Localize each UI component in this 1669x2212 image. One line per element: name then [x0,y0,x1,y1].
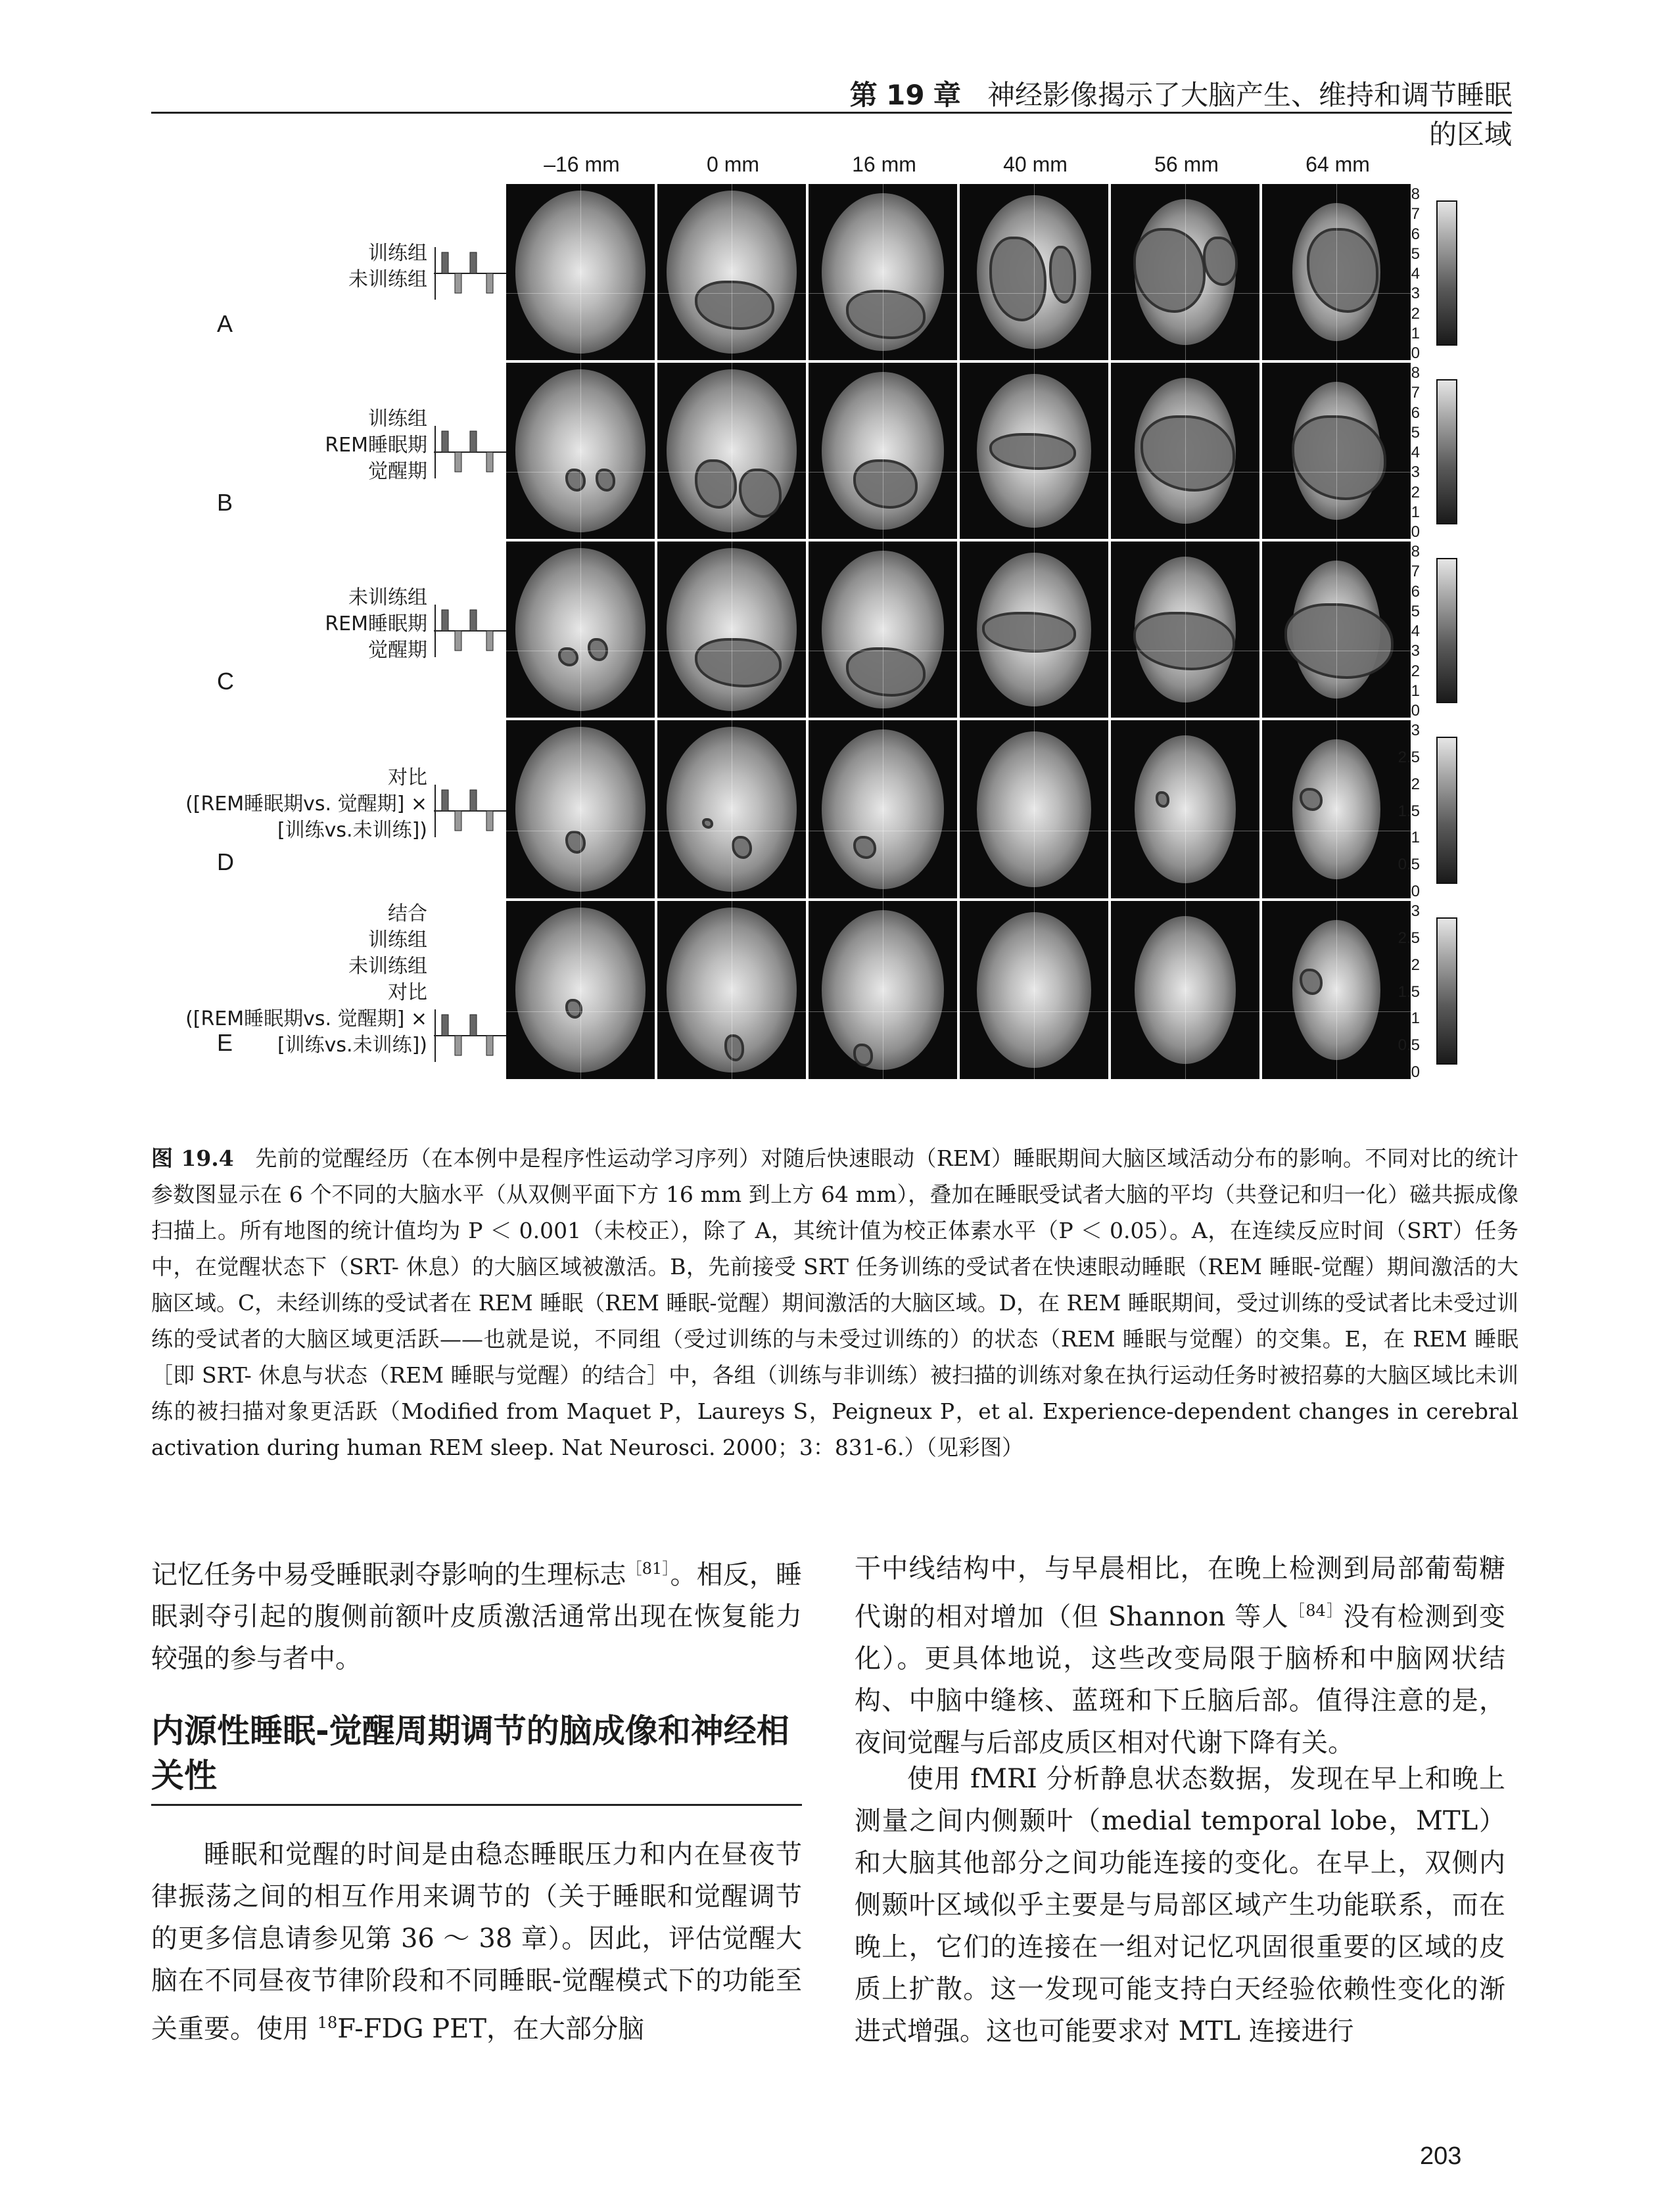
row-label-C: C [217,668,234,695]
colorbar-tick: 2.5 [1398,929,1420,947]
brain-scan-C-2 [809,541,957,718]
brain-scan-B-0 [506,363,655,539]
colorbar-tick: 0 [1411,523,1420,541]
crosshair [1185,541,1186,718]
crosshair [1185,901,1186,1079]
crosshair [1336,363,1337,539]
isotope-superscript: 18 [317,2014,338,2032]
condition-label: 未训练组 [348,268,427,291]
section-title: 内源性睡眠-觉醒周期调节的脑成像和神经相关性 [151,1712,789,1795]
crosshair [506,293,655,294]
crosshair [1034,541,1035,718]
crosshair [580,184,581,360]
colorbar-tick: 1 [1411,1009,1420,1028]
activation-region [1156,791,1170,807]
row-label-E: E [217,1029,233,1056]
crosshair [580,363,581,539]
caption-label: 图 19.4 [151,1145,234,1171]
left-para-1-rest: 。相反，睡眠剥夺引起的腹侧前额叶皮质激活通常出现在恢复能力较强的参与者中。 [151,1559,803,1674]
row-label-A: A [217,310,233,337]
brain-scan-C-0 [506,541,655,718]
condition-label: ([REM睡眠期vs. 觉醒期] × [185,792,427,816]
caption-text: 先前的觉醒经历（在本例中是程序性运动学习序列）对随后快速眼动（REM）睡眠期间大脑区域活动分布的影响。不同对比的统计参数图显示在 6 个不同的大脑水平（从双侧平面下方 16 mm 到上方 64 mm），叠加在睡眠受试者大脑的平均（共登记和归一化）磁共振成像扫描上。所有地图的统计值均为 P ＜ 0.001（未校正），除了 A，其统计值为校正体素水平（P ＜ 0.05）。A，在连续反应时间（SRT）任务中，在觉醒状态下（SRT- 休息）的大脑区域被激活。B，先前接受 SRT 任务训练的受试者在快速眼动睡眠（REM 睡眠-觉醒）期间激活的大脑区域。C，未经训练的受试者在 REM 睡眠（REM 睡眠-觉醒）期间激活的大脑区域。D，在 REM 睡眠期间，受过训练的受试者比未受过训练的受试者的大脑区域更活跃——也就是说，不同组（受过训练的与未受过训练的）的状态（REM 睡眠与觉醒）的交集。E，在 REM 睡眠［即 SRT- 休息与状态（REM 睡眠与觉醒）的结合］中，各组（训练与非训练）被扫描的训练对象在执行运动任务时被招募的大脑区域比未训练的被扫描对象更活跃（Modified from Maquet P，Laureys S，Peigneux P，et al. Experience-dependent changes in cerebral activation during human REM sleep. Nat Neurosci. 2000；3：831-6.）（见彩图） [151,1145,1518,1460]
colorbar-tick: 4 [1411,265,1420,283]
brain-scan-A-4 [1111,184,1259,360]
colorbar-tick: 5 [1411,602,1420,620]
condition-label: 结合 [388,902,427,925]
colorbar-tick: 1.5 [1398,982,1420,1001]
brain-scan-B-3 [960,363,1108,539]
crosshair [960,293,1108,294]
figure-19-4 [151,145,1518,1117]
colorbar-tick: 7 [1411,205,1420,223]
design-matrix-icon [434,785,506,837]
condition-label: 对比 [388,981,427,1004]
brain-scan-A-2 [809,184,957,360]
crosshair [809,293,957,294]
crosshair [580,541,581,718]
colorbar-tick: 2 [1411,775,1420,793]
row-label-D: D [217,848,234,875]
colorbar-tick: 0 [1411,344,1420,362]
row-conditions-E [151,901,427,1059]
colorbar-tick: 8 [1411,543,1420,561]
brain-scan-D-0 [506,720,655,898]
colorbar-tick: 8 [1411,185,1420,203]
condition-label: ([REM睡眠期vs. 觉醒期] × [185,1007,427,1030]
crosshair [1034,184,1035,360]
colorbar-tick: 6 [1411,403,1420,422]
activation-region [853,1044,874,1067]
chapter-suffix: 章 [933,79,961,111]
colorbar-tick: 2 [1411,956,1420,974]
colorbar-tick: 1 [1411,324,1420,342]
crosshair [1185,363,1186,539]
right-column-para-1 [855,1548,1505,1764]
condition-label: [训练vs.未训练]) [277,818,427,842]
condition-label: 未训练组 [348,955,427,978]
colorbar-tick: 3 [1411,642,1420,660]
condition-label: 训练组 [368,242,427,265]
right-column-para-2: 使用 fMRI 分析静息状态数据，发现在早上和晚上测量之间内侧颞叶（medial temporal lobe，MTL）和大脑其他部分之间功能连接的变化。在早上，双侧内侧颞叶区域似乎主要是与局部区域产生功能联系，而在晚上，它们的连接在一组对记忆巩固很重要的区域的皮质上扩散。这一发现可能支持白天经验依赖性变化的渐进式增强。这也可能要求对 MTL 连接进行 [855,1764,1505,2046]
crosshair [1034,720,1035,898]
left-para-1-text: 记忆任务中易受睡眠剥夺影响的生理标志 [151,1559,626,1590]
brain-scan-E-2 [809,901,957,1079]
left-para-2-text: 睡眠和觉醒的时间是由稳态睡眠压力和内在昼夜节律振荡之间的相互作用来调节的（关于睡眠和觉醒调节的更多信息请参见第 36 ～ 38 章）。因此，评估觉醒大脑在不同昼夜节律阶段和不同睡眠-觉醒模式下的功能至关重要。使用 [151,1839,802,2044]
colorbar-tick: 0 [1411,1063,1420,1081]
brain-scan-A-1 [657,184,806,360]
column-header-5: 64 mm [1305,152,1370,176]
condition-label: 训练组 [368,407,427,430]
crosshair [1034,363,1035,539]
brain-scan-D-4 [1111,720,1259,898]
brain-scan-B-4 [1111,363,1259,539]
colorbar-tick: 2 [1411,304,1420,323]
colorbar-tick: 2 [1411,483,1420,501]
brain-scan-E-1 [657,901,806,1079]
colorbar-tick: 2 [1411,662,1420,680]
condition-label: 觉醒期 [368,460,427,483]
colorbar-tick: 0.5 [1398,856,1420,874]
brain-scan-C-1 [657,541,806,718]
crosshair [657,293,806,294]
colorbar-tick: 4 [1411,622,1420,640]
colorbar-tick: 5 [1411,244,1420,263]
brain-scan-D-3 [960,720,1108,898]
crosshair [1111,293,1259,294]
row-label-B: B [217,489,233,516]
column-header-2: 16 mm [852,152,916,176]
crosshair [580,720,581,898]
colorbar-tick: 0 [1411,883,1420,900]
crosshair [1034,901,1035,1079]
brain-scan-A-3 [960,184,1108,360]
column-header-0: –16 mm [544,152,620,176]
design-matrix-icon [434,1009,506,1062]
header-rule [151,112,1512,114]
left-para-2-rest: F-FDG PET，在大部分脑 [337,2014,645,2044]
colorbar-tick: 0 [1411,702,1420,720]
row-conditions-D [151,765,427,844]
brain-scan-E-3 [960,901,1108,1079]
condition-label: 对比 [388,766,427,789]
brain-scan-E-4 [1111,901,1259,1079]
left-column-para-2 [151,1833,802,2050]
condition-label: 未训练组 [348,586,427,609]
crosshair [1336,720,1337,898]
colorbar-tick: 5 [1411,423,1420,442]
brain-scan-D-2 [809,720,957,898]
chapter-prefix: 第 [849,79,878,111]
crosshair [580,901,581,1079]
condition-label: REM睡眠期 [325,612,427,635]
crosshair [1111,1011,1259,1012]
citation-81: ［81］ [626,1559,670,1578]
crosshair [657,1011,806,1012]
brain-scan-A-0 [506,184,655,360]
figure-caption [151,1140,1518,1465]
colorbar-tick: 6 [1411,582,1420,601]
brain-scan-D-1 [657,720,806,898]
row-conditions-C [151,585,427,664]
colorbar-tick: 1.5 [1398,802,1420,820]
crosshair [1336,184,1337,360]
condition-label: REM睡眠期 [325,434,427,457]
colorbar-tick: 6 [1411,225,1420,243]
colorbar-E [1436,917,1457,1065]
colorbar-tick: 3 [1411,902,1420,920]
brain-scan-C-3 [960,541,1108,718]
colorbar-tick: 0.5 [1398,1036,1420,1055]
column-header-4: 56 mm [1154,152,1219,176]
citation-84: ［84］ [1288,1601,1344,1620]
condition-label: 训练组 [368,929,427,952]
colorbar-D [1436,737,1457,884]
design-matrix-icon [434,426,506,478]
colorbar-tick: 3 [1411,463,1420,482]
colorbar-tick: 4 [1411,444,1420,461]
colorbar-tick: 3 [1411,722,1420,739]
colorbar-tick: 8 [1411,364,1420,382]
chapter-title: 神经影像揭示了大脑产生、维持和调节睡眠的区域 [987,79,1512,150]
right-para-1-rest: 没有检测到变化）。更具体地说，这些改变局限于脑桥和中脑网状结构、中脑中缝核、蓝斑和下丘脑后部。值得注意的是，夜间觉醒与后部皮质区相对代谢下降有关。 [855,1601,1506,1759]
column-header-1: 0 mm [707,152,759,176]
colorbar-tick: 1 [1411,681,1420,700]
colorbar-tick: 3 [1411,285,1420,303]
condition-label: 觉醒期 [368,639,427,662]
column-header-3: 40 mm [1003,152,1068,176]
colorbar-tick: 2.5 [1398,748,1420,766]
crosshair [1336,541,1337,718]
crosshair [809,1011,957,1012]
colorbar-tick: 1 [1411,503,1420,521]
design-matrix-icon [434,605,506,657]
chapter-number: 19 [886,79,925,111]
crosshair [960,1011,1108,1012]
colorbar-A [1436,200,1457,346]
right-para-1-text: 干中线结构中，与早晨相比，在晚上检测到局部葡萄糖代谢的相对增加（但 Shannon 等人 [855,1554,1505,1632]
activation-region [565,831,586,854]
brain-scan-C-4 [1111,541,1259,718]
brain-scan-E-0 [506,901,655,1079]
crosshair [506,1011,655,1012]
colorbar-tick: 7 [1411,563,1420,581]
condition-label: [训练vs.未训练]) [277,1034,427,1057]
colorbar-tick: 1 [1411,829,1420,847]
colorbar-C [1436,558,1457,703]
crosshair [1336,901,1337,1079]
page-number: 203 [1420,2142,1462,2170]
row-conditions-B [151,406,427,485]
brain-scan-B-2 [809,363,957,539]
colorbar-B [1436,379,1457,524]
crosshair [1185,184,1186,360]
row-conditions-A [151,241,427,293]
design-matrix-icon [434,247,506,300]
left-column-para-1 [151,1548,802,1680]
section-rule [151,1804,802,1806]
crosshair [1185,720,1186,898]
colorbar-tick: 7 [1411,384,1420,402]
brain-scan-B-1 [657,363,806,539]
